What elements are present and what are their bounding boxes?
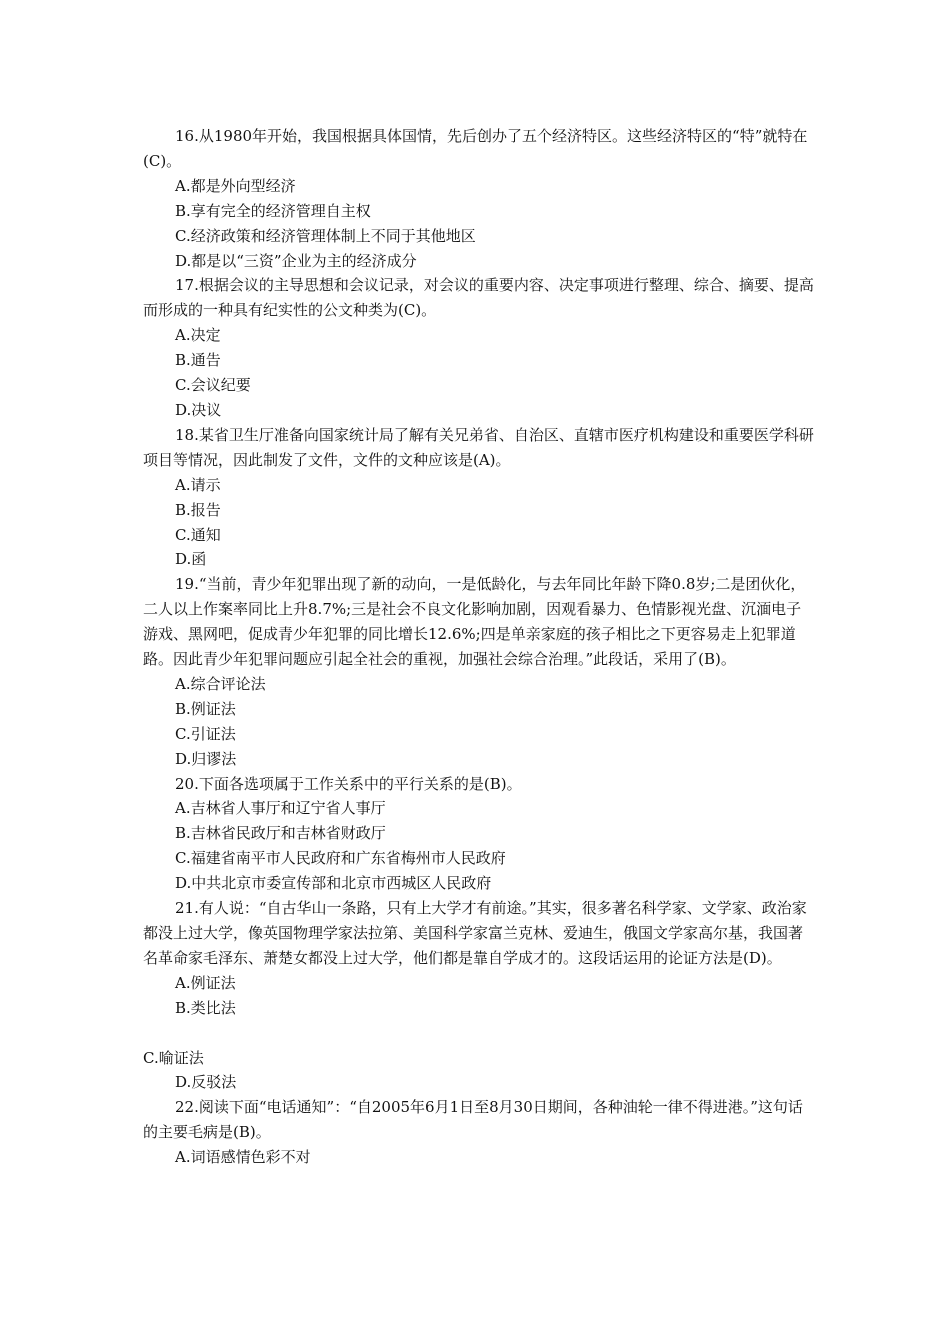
option: B.享有完全的经济管理自主权 bbox=[175, 201, 371, 220]
option: A.例证法 bbox=[175, 973, 236, 992]
option: C.通知 bbox=[175, 525, 221, 544]
option: D.归谬法 bbox=[175, 749, 237, 768]
document-body bbox=[143, 124, 815, 1170]
option: A.决定 bbox=[175, 326, 221, 345]
option: C.喻证法 bbox=[143, 1048, 204, 1067]
option: A.词语感情色彩不对 bbox=[175, 1148, 311, 1167]
option: D.中共北京市委宣传部和北京市西城区人民政府 bbox=[175, 874, 492, 893]
option: C.会议纪要 bbox=[175, 376, 251, 395]
blank-line bbox=[143, 1021, 815, 1046]
option: C.经济政策和经济管理体制上不同于其他地区 bbox=[175, 226, 476, 245]
question-22: 22.阅读下面“电话通知”：“自2005年6月1日至8月30日期间，各种油轮一律不得进港。”这句话的主要毛病是(B)。 bbox=[143, 1098, 803, 1142]
question-16: 16.从1980年开始，我国根据具体国情，先后创办了五个经济特区。这些经济特区的“特”就特在(C)。 bbox=[143, 127, 808, 170]
option: C.福建省南平市人民政府和广东省梅州市人民政府 bbox=[175, 849, 506, 868]
question-19: 19.“当前，青少年犯罪出现了新的动向，一是低龄化，与去年同比年龄下降0.8岁;二是团伙化，二人以上作案率同比上升8.7%;三是社会不良文化影响加剧，因观看暴力、色情影视光盘、沉湎电子游戏、黑网吧，促成青少年犯罪的同比增长12.6%;四是单亲家庭的孩子相比之下更容易走上犯罪道路。因此青少年犯罪问题应引起全社会的重视，加强社会综合治理。”此段话，采用了(B)。 bbox=[143, 575, 806, 669]
question-17: 17.根据会议的主导思想和会议记录，对会议的重要内容、决定事项进行整理、综合、摘要、提高而形成的一种具有纪实性的公文种类为(C)。 bbox=[143, 276, 814, 320]
option: B.例证法 bbox=[175, 699, 236, 718]
question-21: 21.有人说：“自古华山一条路，只有上大学才有前途。”其实，很多著名科学家、文学家、政治家都没上过大学，像英国物理学家法拉第、美国科学家富兰克林、爱迪生，俄国文学家高尔基，我国著名革命家毛泽东、萧楚女都没上过大学，他们都是靠自学成才的。这段话运用的论证方法是(D)。 bbox=[143, 899, 807, 967]
option: B.吉林省民政厅和吉林省财政厅 bbox=[175, 824, 386, 843]
option: A.都是外向型经济 bbox=[175, 176, 296, 195]
option: D.都是以“三资”企业为主的经济成分 bbox=[175, 251, 417, 270]
option: D.反驳法 bbox=[175, 1073, 237, 1092]
option: D.决议 bbox=[175, 400, 222, 419]
option: D.函 bbox=[175, 550, 207, 569]
option: B.报告 bbox=[175, 500, 221, 519]
option: C.引证法 bbox=[175, 724, 236, 743]
option: B.通告 bbox=[175, 351, 221, 370]
option: A.综合评论法 bbox=[175, 674, 266, 693]
option: B.类比法 bbox=[175, 998, 236, 1017]
option: A.吉林省人事厅和辽宁省人事厅 bbox=[175, 799, 386, 818]
question-18: 18.某省卫生厅准备向国家统计局了解有关兄弟省、自治区、直辖市医疗机构建设和重要医学科研项目等情况，因此制发了文件，文件的文种应该是(A)。 bbox=[143, 425, 814, 469]
question-20: 20.下面各选项属于工作关系中的平行关系的是(B)。 bbox=[175, 774, 522, 793]
option: A.请示 bbox=[175, 475, 221, 494]
